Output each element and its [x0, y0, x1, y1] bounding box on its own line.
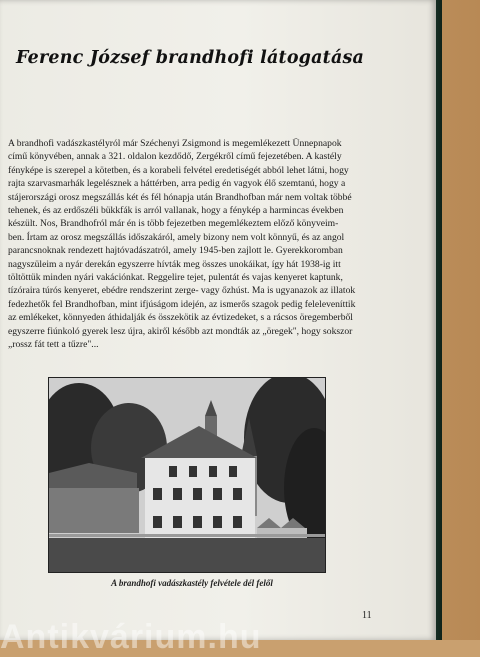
paragraph-line: stájerországi orosz megszállás két és fél hónapja után Brandhofban már nem voltak többé — [8, 191, 352, 203]
paragraph-line: tehenek, és az erdőszéli bükkfák is arról vallanak, hogy a fénykép a harmincas években — [8, 205, 344, 217]
paragraph-line: egyszerre fiúnkoló gyerek lesz újra, akiről később azt mondták az „öregek", hogy sokszor — [8, 325, 353, 337]
paragraph-line: készült. Nos, Brandhofról már én is több fejezetben megemlékeztem előző könyveim- — [8, 218, 339, 230]
paragraph-line: parancsnoknak rendezett hajtóvadászatról, amely 1945-ben zajlott le. Gyerekkoromban — [8, 245, 343, 257]
paragraph-line: tízóraira túrós kenyeret, ebédre rendszerint zerge- vagy őzhúst. Ma is ugyanazok az illatok — [8, 285, 356, 297]
photo-caption: A brandhofi vadászkastély felvétele dél felől — [111, 578, 273, 588]
page-title: Ferenc József brandhofi látogatása — [16, 48, 365, 68]
page-number: 11 — [362, 610, 372, 621]
watermark: Antikvárium.hu — [0, 618, 262, 656]
paragraph-line: nagyszüleim a nyár derekán egyszerre hívták meg összes unokáikat, így hát 1938-ig itt — [8, 258, 341, 270]
paragraph-line: „rossz fát tett a tűzre"... — [8, 339, 99, 351]
paragraph-line: fényképe is szerepel a kötetben, és a korabeli felvétel eredetiségét abból lehet látni, hogy — [8, 164, 349, 176]
hunting-lodge-photo — [48, 377, 326, 573]
paragraph-line: ben. Írtam az orosz megszállás időszakáról, amely bizony nem volt könnyű, és az angol — [8, 231, 345, 243]
paragraph-line: fedezhetők fel Brandhofban, mint ifjúságom idején, az ismerős szagok pedig feleleveníttik — [8, 298, 356, 310]
paragraph-line: töltöttük minden nyári vakációnkat. Reggelire tejet, pulentát és vajas kenyeret kaptunk, — [8, 272, 343, 284]
paragraph-line: rajta szarvasmarhák legelésznek a háttérben, arra pedig én vagyok élő szemtanú, hogy a — [8, 178, 346, 190]
lodge-illustration — [49, 378, 325, 572]
paragraph-line: című könyvében, annak a 321. oldalon kezdődő, Zergékről című fejezetében. A kastély — [8, 151, 342, 163]
body-paragraph — [8, 137, 392, 352]
paragraph-line: A brandhofi vadászkastélyról már Széchenyi Zsigmond is megemlékezett Ünnepnapok — [8, 138, 342, 149]
paragraph-line: az emlékeket, könnyeden áthidalják és összekötik az évtizedeket, s a rácsos öregemberből — [8, 312, 353, 324]
